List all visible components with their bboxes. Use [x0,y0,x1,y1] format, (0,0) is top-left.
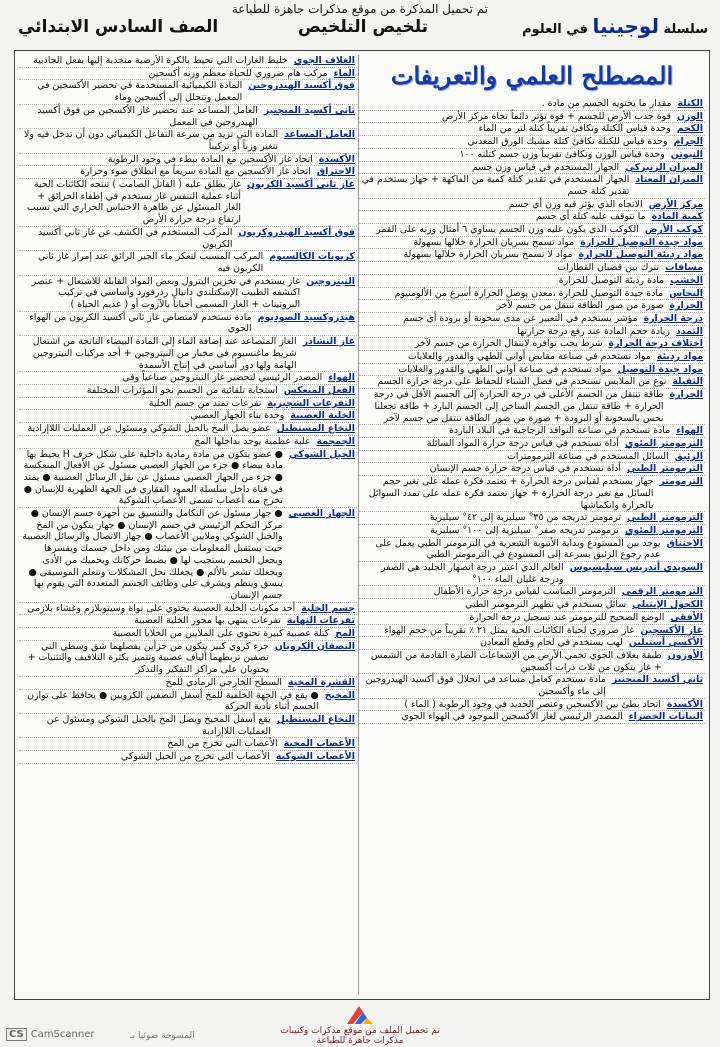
term-label: غاز الأكسجين [640,624,703,636]
term-row [19,55,357,68]
term-row [359,262,705,275]
term-definition: المصدر الرئيسي لغاز الأكسجين الموجود في الهواء الجوي [401,711,623,723]
term-row [19,690,357,714]
term-row [359,275,705,288]
page-header [18,14,708,40]
term-row [19,166,357,179]
camscanner-icon: CS [6,1028,27,1041]
term-row [19,68,357,81]
term-row [19,603,357,616]
term-row [19,385,357,398]
term-label: ثاني أكسيد المنجنيز [611,674,703,686]
term-definition: تفرعات تمتد من جسم الخلية [148,397,262,409]
term-definition: يقع أسفل المخيخ ويصل المخ بالحبل الشوكي ومسئول عن العمليات اللاإرادية [46,713,271,737]
term-definition: وحدة قياس الكتلة وتكافئ تقريباً كتلة لتر من الماء [478,123,671,135]
term-definition: طاقة تنتقل من الجسم الأعلى في درجة الحرارة إلى الجسم الأقل في درجة الحرارة + طاقة تنتقل من الجسم الساخن إلى الجسم البارد + طاقة تجعلنا نحس بالسخونة أو البرودة + صورة من صور الطاقة تنتقل من جسم لآخر [373,389,664,424]
term-label: النيتروجين [306,275,355,287]
term-label: الترمومتر المئوي [624,524,703,536]
right-column [358,55,705,995]
term-definition: الأعصاب التي تخرج من المخ [167,738,278,750]
term-row [359,224,705,237]
term-label: المخ [335,628,355,640]
term-row [359,249,705,262]
term-definition: المركب المستخدم في الكشف عن غاز ثاني أكسيد الكربون [38,226,233,250]
term-row [359,512,705,525]
term-definition: غاز يستخدم في تخزين البترول وبعض المواد القابلة للاشتعال + عنصر اكتشفه الطبيب الإسكتلندي دانيال رذرفورد وأساسي في تركيب البروتينات + الغاز المسمى أحياناً بالآزوت أو ( عديم الحياة ) [31,275,301,311]
term-row [19,336,357,372]
term-definition: مادة تستخدم لامتصاص غاز ثاني أكسيد الكربون من الهواء الجوي [29,311,252,335]
term-row [359,351,705,364]
term-row [19,449,357,509]
term-row [359,98,705,111]
term-label: غاز النشادر [302,336,355,348]
term-label: الكتلة [677,98,703,109]
term-label: الحبل الشوكي [288,448,355,460]
term-row [19,129,357,153]
term-definition: المادة الكيميائية المستخدمة في تحضير الأكسجين في المعمل وتتحلل إلى أكسجين وماء [37,80,243,104]
term-label: الفعل المنعكس [283,384,355,396]
term-definition: نوع من الملابس تستخدم في فصل الشتاء للحفاظ على درجة حرارة الجسم [377,376,667,388]
term-row [359,637,705,650]
term-row [359,476,705,512]
term-definition: استجابة تلقائية من الجسم نحو المؤثرات المختلفة [86,384,278,396]
term-row [19,751,357,764]
term-label: الجهاز العصبي [288,508,355,520]
term-label: فوق أكسيد الهيدروكربون [238,226,355,238]
term-row [19,615,357,628]
term-label: الترمومتر [659,476,703,488]
term-row [19,738,357,751]
term-definition: جهاز يستخدم لقياس درجة الحرارة + تعتمد فكرة عمله على تغير حجم السائل مع تغير درجة الحرارة + جهاز تعتمد فكرة عمله على تمدد السوائل بالحرارة وانكماشها [368,476,654,511]
term-definition: غاز يطلق عليه ( القاتل الصامت ) تنتجه الكائنات الحية أثناء عملية التنفس غاز يستخدم في إطفاء الحرائق + الغاز المسئول عن ظاهرة الاحتباس الحراري التي تسبب ارتفاع درجة حرارة الأرض [26,179,241,226]
term-row [19,410,357,423]
term-definition: مقدار ما يحتويه الجسم من مادة . [541,98,672,109]
term-label: السويدي أندريس سيليسيوس [569,562,703,574]
term-definition: أحد مكونات الخلية العصبية يحتوي على نواة وسيتوبلازم وغشاء بلازمي [27,602,296,614]
term-row [359,237,705,250]
term-label: التفرعات الشجيرية [267,397,355,409]
term-label: الاختناق [666,537,703,549]
grade-label: الصف السادس الابتدائي [18,17,219,37]
term-row [19,641,357,677]
term-label: النيوتن [670,148,703,160]
term-row [359,199,705,212]
subject-label: في العلوم [522,22,588,37]
term-label: الترمومتر الطبي [627,512,703,524]
term-row [19,251,357,275]
scanner-watermark [6,1028,95,1041]
term-definition: خليط الغازات التي تحيط بالكرة الأرضية منجذبة إليها بفعل الجاذبية [33,55,288,66]
term-row [359,425,705,438]
term-label: كوكب الأرض [644,224,703,236]
term-label: الجمجمة [316,435,355,447]
term-label: الأكسي أستيلين [628,637,703,649]
term-definition: سائل يستخدم في تطهير الترمومتر الطبي [465,599,627,611]
term-label: مواد جيدة التوصيل للحرارة [580,236,703,248]
term-definition: وحدة بناء الجهاز العصبي [190,410,285,422]
term-row [359,674,705,698]
footer-logo [0,1004,720,1046]
term-row [359,525,705,538]
term-label: الاحتراق [316,166,355,178]
term-label: الخلية العصبية [290,410,355,422]
term-row [359,438,705,451]
term-label: الأوزون [667,649,703,661]
term-row [19,628,357,641]
term-label: الماء [333,67,355,79]
term-label: النصفان الكرويان [274,640,355,652]
term-label: مسافات [665,262,703,274]
term-label: فوق أكسيد الهيدروجين [248,80,355,92]
term-label: الكحول الإيثيلي [632,599,703,611]
term-definition: الاتجاه الذي يؤثر فيه وزن أي جسم [508,198,643,210]
term-definition: ما تتوقف عليه كتلة أي جسم [536,211,646,223]
term-row [19,508,357,603]
term-definition: الجهاز المستخدم في تقدير كتلة كمية من الفاكهة + جهاز يستخدم في تقدير كتلة جسم [361,174,630,197]
term-definition: عضو يصل المخ بالحبل الشوكي ومسئول عن العمليات اللاإرادية [27,423,271,435]
left-term-list [19,55,357,764]
term-row [19,227,357,251]
term-definition: مواد تستخدم في صناعة مقابض أواني الطهي والقدور والغلايات [407,351,651,363]
term-label: الثقيلة [672,376,703,388]
term-row [19,423,357,436]
term-definition: الجهاز المستخدم في قياس وزن جسم [471,161,620,173]
term-row [359,562,705,586]
term-definition: شرط يجب توافره لانتقال الحرارة من جسم لآخر [414,338,603,350]
term-definition: أداة تستخدم في قياس درجة حرارة جسم الإنسان [429,463,622,475]
term-definition: ترمومتر تدريجه صفر° سيليزية إلى ١٠٠° سيليزية [430,524,619,536]
scanner-name: CamScanner [30,1029,95,1040]
term-row [359,451,705,464]
term-row [359,376,705,389]
term-label: الجرام [673,136,703,148]
term-definition: مواد تسمح بسريان الحرارة خلالها بسهولة [413,236,575,248]
term-definition: الأعصاب التي تخرج من الحبل الشوكي [121,751,270,763]
term-label: الترمومتر المئوي [624,437,703,449]
term-definition: مؤشر يستخدم في التعبير عن مدى سخونة أو برودة أي جسم [403,312,638,324]
term-row [359,174,705,198]
term-definition: وحدة قياس للكتلة تكافئ كتلة مشبك الورق المعدني [467,136,668,148]
term-label: جسم الخلية [301,602,355,614]
term-label: الأفقي [670,611,703,623]
term-label: الميزان الزنبركي [625,161,703,173]
term-label: الحرارة [669,389,703,401]
term-definition: مواد تستخدم في صناعة أواني الطهي والقدور والغلايات [398,363,612,375]
term-row [359,711,705,724]
term-definition: مادة جيدة التوصيل للحرارة ،معدن يوصل الحرارة أسرع من الألومنيوم [394,287,664,299]
term-label: الأعصاب الشوكية [275,751,355,763]
brand-name: لوجينيا [592,14,659,38]
term-label: اختلاف درجة الحرارة [608,338,703,350]
term-definition: مادة تستخدم كعامل مساعد في انحلال فوق أكسيد الهيدروجين إلى ماء وأكسجين [365,674,606,698]
term-label: مواد رديئة التوصيل للحرارة [578,249,703,261]
term-row [359,650,705,674]
term-label: الوزن [676,110,703,122]
term-label: تفرعات النهاية [286,615,355,627]
term-row [359,538,705,562]
term-definition: اتحاد بطئ بين الأكسجين وعنصر الحديد في وجود الرطوبة ( الماء ) [404,698,661,710]
document-title: تلخيص التلخيص [297,17,429,37]
term-row [19,154,357,167]
term-label: النباتات الخضراء [628,711,703,723]
term-definition: الغاز المتصاعد عند إضافة الماء إلى المادة البيضاء الناتجة من اشتعال شريط ماغنسيوم في مخبار من النيتروجين + أحد مركبات النيتروجين الهامة ولها دور أساسي في إنتاج الأسمدة [32,336,297,371]
term-label: القشرة المخية [288,676,355,688]
term-definition: العامل المساعد عند تحضير غاز الأكسجين من فوق أكسيد الهيدروجين في المعمل [37,104,258,128]
term-label: الهواء [328,372,355,384]
term-definition: لهب يستخدم في لحام وقطع المعادن [480,637,623,649]
term-row [19,677,357,690]
term-row [359,338,705,351]
term-definition: الكوكب الذي يكون عليه وزن الجسم يساوي ٦ أمثال وزنه على القمر [376,224,639,236]
term-row [359,211,705,224]
term-row [359,599,705,612]
term-row [19,398,357,411]
term-definition: مواد لا تسمح بسريان الحرارة خلالها بسهولة [403,249,573,261]
term-definition: السائل المستخدم في صناعة الترمومترات [507,450,669,462]
term-definition: الترمومتر المناسب لقياس درجة حرارة الأطفال [433,586,616,598]
term-row [359,364,705,377]
term-row [359,625,705,638]
term-definition: الوضع الصحيح للترمومتر عند تسجيل درجة الحرارة [469,611,665,623]
term-definition: جزء كروي كبير يتكون من جزأين يفصلهما شق وسطي التي تصفين تربطهما ألياف عصبية وتتميز بكثرة التلافيف والتثنيات + يحتويان على مراكز التفكير والتذكر [27,640,269,676]
term-definition: مادة تستخدم في صناعة النوافذ الزجاجية في البلاد الباردة [449,425,671,437]
term-label: الأكسدة [318,153,355,165]
term-label: الترمومتر الرقمي [621,586,703,598]
term-row [19,436,357,449]
term-label: الهواء [676,425,703,437]
term-definition: تفرعات ينتهي بها محور الخلية العصبية [134,615,281,627]
term-row [359,136,705,149]
term-definition: يوجد بين المستودع وبداية الأنبوبة الشعرية في الترمومتر الطبي يعمل على عدم رجوع الزئبق بسرعة إلى المستودع في الترمومتر الطبي [375,537,661,561]
term-definition: ● جهاز مسئول عن التكامل والتنسيق بين أجهزة جسم الإنسان ● مركز التحكم الرئيسي في جسم الإنسان ● جهاز يتكون من المخ والحبل الشوكي وملايين الأعصاب ● جهاز الاتصال والرسائل العصبية حيث يستقبل المعلومات من بيئتك ومن داخل جسمك ويفسرها ويجعل الجسم يستجيب لها ● يضبط حركاتك ويحميك من الأذى ويجعلك تشعر بالألم ● يجعلك تحل المشكلات وتتعلم الموسيقى ● ينسق وينظم ويشرف على وظائف الجسم المتعددة التي يقوم بها جسم الإنسان [22,508,283,601]
term-definition: كتلة عصبية كبيرة تحتوي على الملايين من الخلايا العصبية [112,628,330,640]
term-row [19,80,357,104]
term-definition: مركب هام ضروري للحياة معظم وزنه أكسجين [148,67,328,79]
term-label: النخاع المستطيل [276,423,355,435]
term-label: الزئبق [674,450,703,462]
term-row [359,300,705,313]
term-definition: غاز ضروري لحياة الكائنات الحية يمثل ٢١ ٪ تقريباً من حجم الهواء [384,624,635,636]
term-label: الميزان المعتاد [635,174,703,186]
term-label: ثاني أكسيد المنجنيز [263,104,355,116]
term-label: كربونات الكالسيوم [269,251,355,263]
term-definition: ترمومتر تدريجه من ٣٥° سيليزية إلى ٤٢° سيليزية [429,512,622,524]
term-definition: وحدة قياس الوزن وتكافئ تقريباً وزن جسم كتلته ١٠٠ [459,148,665,160]
term-label: الترمومتر الطبي [627,463,703,475]
term-row [19,714,357,738]
term-label: كمية المادة [651,211,703,223]
term-definition: مادة رديئة التوصيل للحرارة [558,274,665,286]
term-definition: صورة من صور الطاقة تنتقل من جسم لآخر [496,300,664,312]
term-row [19,179,357,227]
term-label: المخيخ [324,689,355,701]
term-definition: اتحاد غاز الأكسجين مع المادة سريعاً مع انطلاق ضوء وحرارة [80,166,311,178]
term-label: العامل المساعد [284,129,355,141]
term-definition: علبة عظمية يوجد بداخلها المخ [194,435,311,447]
term-definition: ● يقع في الجهة الخلفية للمخ أسفل التصفين الكرويين ● يحافظ على توازن الجسم أثناء تأدية الحركة [27,689,319,713]
term-row [359,463,705,476]
term-row [359,123,705,136]
term-label: النحاس [669,287,703,299]
footer-line-1: تم تحميل الملف من موقع مذكرات وكتيبات [280,1026,440,1036]
term-label: الخشب [670,274,703,286]
term-row [19,105,357,129]
term-label: الأعصاب المخية [283,738,355,750]
term-row [359,313,705,326]
term-definition: المادة التي تزيد من سرعة التفاعل الكيميائي دون أن تدخل فيه ولا تتغير وزناً أو تركيباً [23,129,279,152]
term-definition: أداة تستخدم في قياس درجة حرارة المواد السائلة [426,437,619,449]
top-note: تم تحميل المذكرة من موقع مذكرات جاهزة للطباعة [231,2,489,16]
term-label: درجة الحرارة [643,312,703,324]
series-label: سلسلة [663,22,708,37]
term-definition: المركب المسبب لتعكر ماء الجير الرائق عند إمرار غاز ثاني الكربون فيه [37,251,264,274]
term-row [359,111,705,124]
term-label: الحرارة [669,300,703,312]
term-row [359,699,705,712]
term-label: التمدد [675,325,703,337]
summary-sheet [14,50,710,1000]
term-label: هيدروكسيد الصوديوم [257,311,355,323]
term-label: الغلاف الجوي [293,55,355,66]
term-definition: المصدر الرئيسي لتحضير غاز النيتروجين صناعياً وفي [122,372,323,384]
term-definition: اتحاد غاز الأكسجين مع المادة ببطء في وجود الرطوبة [107,153,313,165]
term-row [359,389,705,425]
term-row [359,326,705,339]
term-definition: العالم الذي اعتبر درجة انصهار الجليد هي الصفر ودرجة غليان الماء ١٠٠° [380,562,564,585]
section-heading: المصطلح العلمي والتعريفات [390,61,674,90]
term-definition: السطح الخارجي الرمادي للمخ [165,676,283,688]
term-label: الكجم [676,123,703,135]
term-row [19,372,357,385]
term-row [359,149,705,162]
term-label: الأكسدة [666,698,703,710]
footer-line-2: مذكرات جاهزة للطباعة [316,1036,404,1046]
term-row [19,312,357,336]
left-column [19,55,357,995]
term-label: مركز الأرض [648,198,703,210]
term-label: مواد رديئة [656,351,703,363]
term-definition: تترك بين قضبان القطارات [557,262,660,274]
term-label: النخاع المستطيل [276,713,355,725]
right-term-list [359,98,705,724]
term-row [359,612,705,625]
term-definition: قوة جذب الأرض للجسم + قوة تؤثر دائماً تجاه مركز الأرض [441,110,671,122]
term-row [359,288,705,301]
term-row [19,276,357,312]
term-label: مواد جيدة التوصيل [617,363,703,375]
term-definition: طبقة بغلاف الجوي تحمي الأرض من الإشعاعات الضارة القادمة من الشمس + غاز يتكون من ثلاث ذرات أكسجين [370,649,662,673]
scanned-with-label: المسوحة ضوئيا بـ [130,1031,195,1041]
term-row [359,162,705,175]
term-row [359,586,705,599]
term-label: غاز ثاني أكسيد الكربون [246,179,355,191]
term-definition: ● عضو يتكون من مادة رمادية داخلية على شكل حرف H يحيط بها مادة بيضاء ● جزء من الجهاز العصبي مسئول عن الأفعال المنعكسة ● جزء من الجهاز العصبي مسئول عن نقل الرسائل العصبية ● يمتد في قناة داخل سلسلة العمود الفقاري في الجهة الظهرية للإنسان ● تخرج منه أعصاب تسمى الأعصاب الشوكية [23,448,283,507]
site-logo-icon [345,1004,375,1026]
term-definition: زيادة حجم المادة عند رفع درجة حرارتها [517,325,670,337]
